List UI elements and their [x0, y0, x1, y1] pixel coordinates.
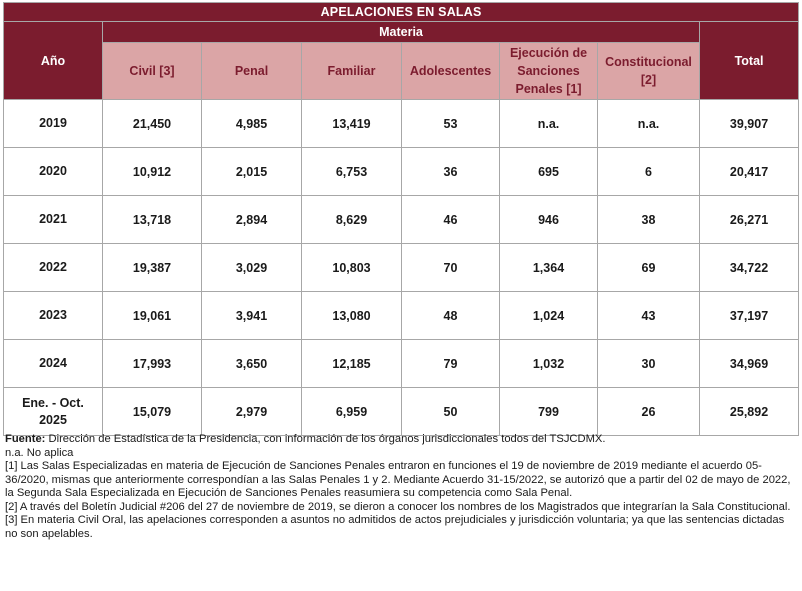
table-row [4, 196, 799, 244]
penal-cell: 4,985 [202, 100, 302, 148]
appeals-table-container [3, 2, 798, 436]
civil-cell: 19,061 [103, 292, 202, 340]
column-header-total: Total [700, 22, 799, 100]
column-header-adolescentes: Adolescentes [402, 43, 500, 100]
civil-cell: 13,718 [103, 196, 202, 244]
constitucional-cell: 26 [598, 388, 700, 436]
penal-cell: 2,015 [202, 148, 302, 196]
ejecucion-cell: 1,024 [500, 292, 598, 340]
column-header-constitucional: Constitucional [2] [598, 43, 700, 100]
penal-cell: 3,029 [202, 244, 302, 292]
ejecucion-cell: 1,032 [500, 340, 598, 388]
familiar-cell: 8,629 [302, 196, 402, 244]
adolescentes-cell: 50 [402, 388, 500, 436]
table-notes [5, 433, 795, 541]
familiar-cell: 10,803 [302, 244, 402, 292]
total-cell: 26,271 [700, 196, 799, 244]
familiar-cell: 13,080 [302, 292, 402, 340]
total-cell: 37,197 [700, 292, 799, 340]
source-label: Fuente: [5, 433, 46, 445]
adolescentes-cell: 53 [402, 100, 500, 148]
ejecucion-cell: 799 [500, 388, 598, 436]
ejecucion-cell: n.a. [500, 100, 598, 148]
table-row [4, 244, 799, 292]
source-note [5, 433, 795, 447]
table-row [4, 148, 799, 196]
constitucional-cell: 6 [598, 148, 700, 196]
penal-cell: 2,979 [202, 388, 302, 436]
civil-cell: 15,079 [103, 388, 202, 436]
column-header-ejecucion: Ejecución de Sanciones Penales [1] [500, 43, 598, 100]
adolescentes-cell: 48 [402, 292, 500, 340]
constitucional-cell: 69 [598, 244, 700, 292]
familiar-cell: 6,959 [302, 388, 402, 436]
familiar-cell: 12,185 [302, 340, 402, 388]
civil-cell: 19,387 [103, 244, 202, 292]
familiar-cell: 6,753 [302, 148, 402, 196]
table-row [4, 388, 799, 436]
total-cell: 34,722 [700, 244, 799, 292]
column-header-civil: Civil [3] [103, 43, 202, 100]
adolescentes-cell: 70 [402, 244, 500, 292]
source-text: Dirección de Estadística de la Presidencia, con información de los órganos jurisdiccionales todos del TSJCDMX. [45, 433, 606, 445]
total-cell: 39,907 [700, 100, 799, 148]
table-row [4, 100, 799, 148]
total-cell: 20,417 [700, 148, 799, 196]
row-year-cell: 2023 [4, 292, 103, 340]
table-row [4, 340, 799, 388]
row-year-cell: 2021 [4, 196, 103, 244]
footnote-1: [1] Las Salas Especializadas en materia de Ejecución de Sanciones Penales entraron en funciones el 19 de noviembre de 2019 mediante el acuerdo 05-36/2020, mismas que anteriormente correspondían a las Salas Penales 1 y 2. Mediante Acuerdo 31-15/2022, se autorizó que a partir del 02 de mayo de 2022, la Segunda Sala Especializada en Ejecución de Sanciones Penales reasumiera su competencia como Sala Penal. [5, 460, 791, 499]
appeals-table [3, 2, 799, 436]
footnote-3: [3] En materia Civil Oral, las apelaciones corresponden a asuntos no admitidos de actos prejudiciales y jurisdicción voluntaria; ya que las sentencias dictadas no son apelables. [5, 514, 785, 540]
ejecucion-cell: 1,364 [500, 244, 598, 292]
adolescentes-cell: 46 [402, 196, 500, 244]
row-year-cell: 2020 [4, 148, 103, 196]
constitucional-cell: 43 [598, 292, 700, 340]
row-year-cell: 2022 [4, 244, 103, 292]
civil-cell: 17,993 [103, 340, 202, 388]
constitucional-cell: 30 [598, 340, 700, 388]
adolescentes-cell: 79 [402, 340, 500, 388]
total-cell: 25,892 [700, 388, 799, 436]
column-header-penal: Penal [202, 43, 302, 100]
ejecucion-cell: 695 [500, 148, 598, 196]
row-year-cell: 2019 [4, 100, 103, 148]
column-header-year: Año [4, 22, 103, 100]
constitucional-cell: 38 [598, 196, 700, 244]
ejecucion-cell: 946 [500, 196, 598, 244]
na-note: n.a. No aplica [5, 446, 74, 459]
row-year-cell: Ene. - Oct. 2025 [4, 388, 103, 436]
penal-cell: 3,650 [202, 340, 302, 388]
civil-cell: 21,450 [103, 100, 202, 148]
table-title: APELACIONES EN SALAS [4, 3, 799, 22]
row-year-cell: 2024 [4, 340, 103, 388]
adolescentes-cell: 36 [402, 148, 500, 196]
familiar-cell: 13,419 [302, 100, 402, 148]
penal-cell: 3,941 [202, 292, 302, 340]
group-header-materia: Materia [103, 22, 700, 43]
total-cell: 34,969 [700, 340, 799, 388]
column-header-familiar: Familiar [302, 43, 402, 100]
table-row [4, 292, 799, 340]
constitucional-cell: n.a. [598, 100, 700, 148]
footnote-2: [2] A través del Boletín Judicial #206 del 27 de noviembre de 2019, se dieron a conocer los nombres de los Magistrados que integrarían la Sala Constitucional. [5, 500, 791, 513]
penal-cell: 2,894 [202, 196, 302, 244]
civil-cell: 10,912 [103, 148, 202, 196]
